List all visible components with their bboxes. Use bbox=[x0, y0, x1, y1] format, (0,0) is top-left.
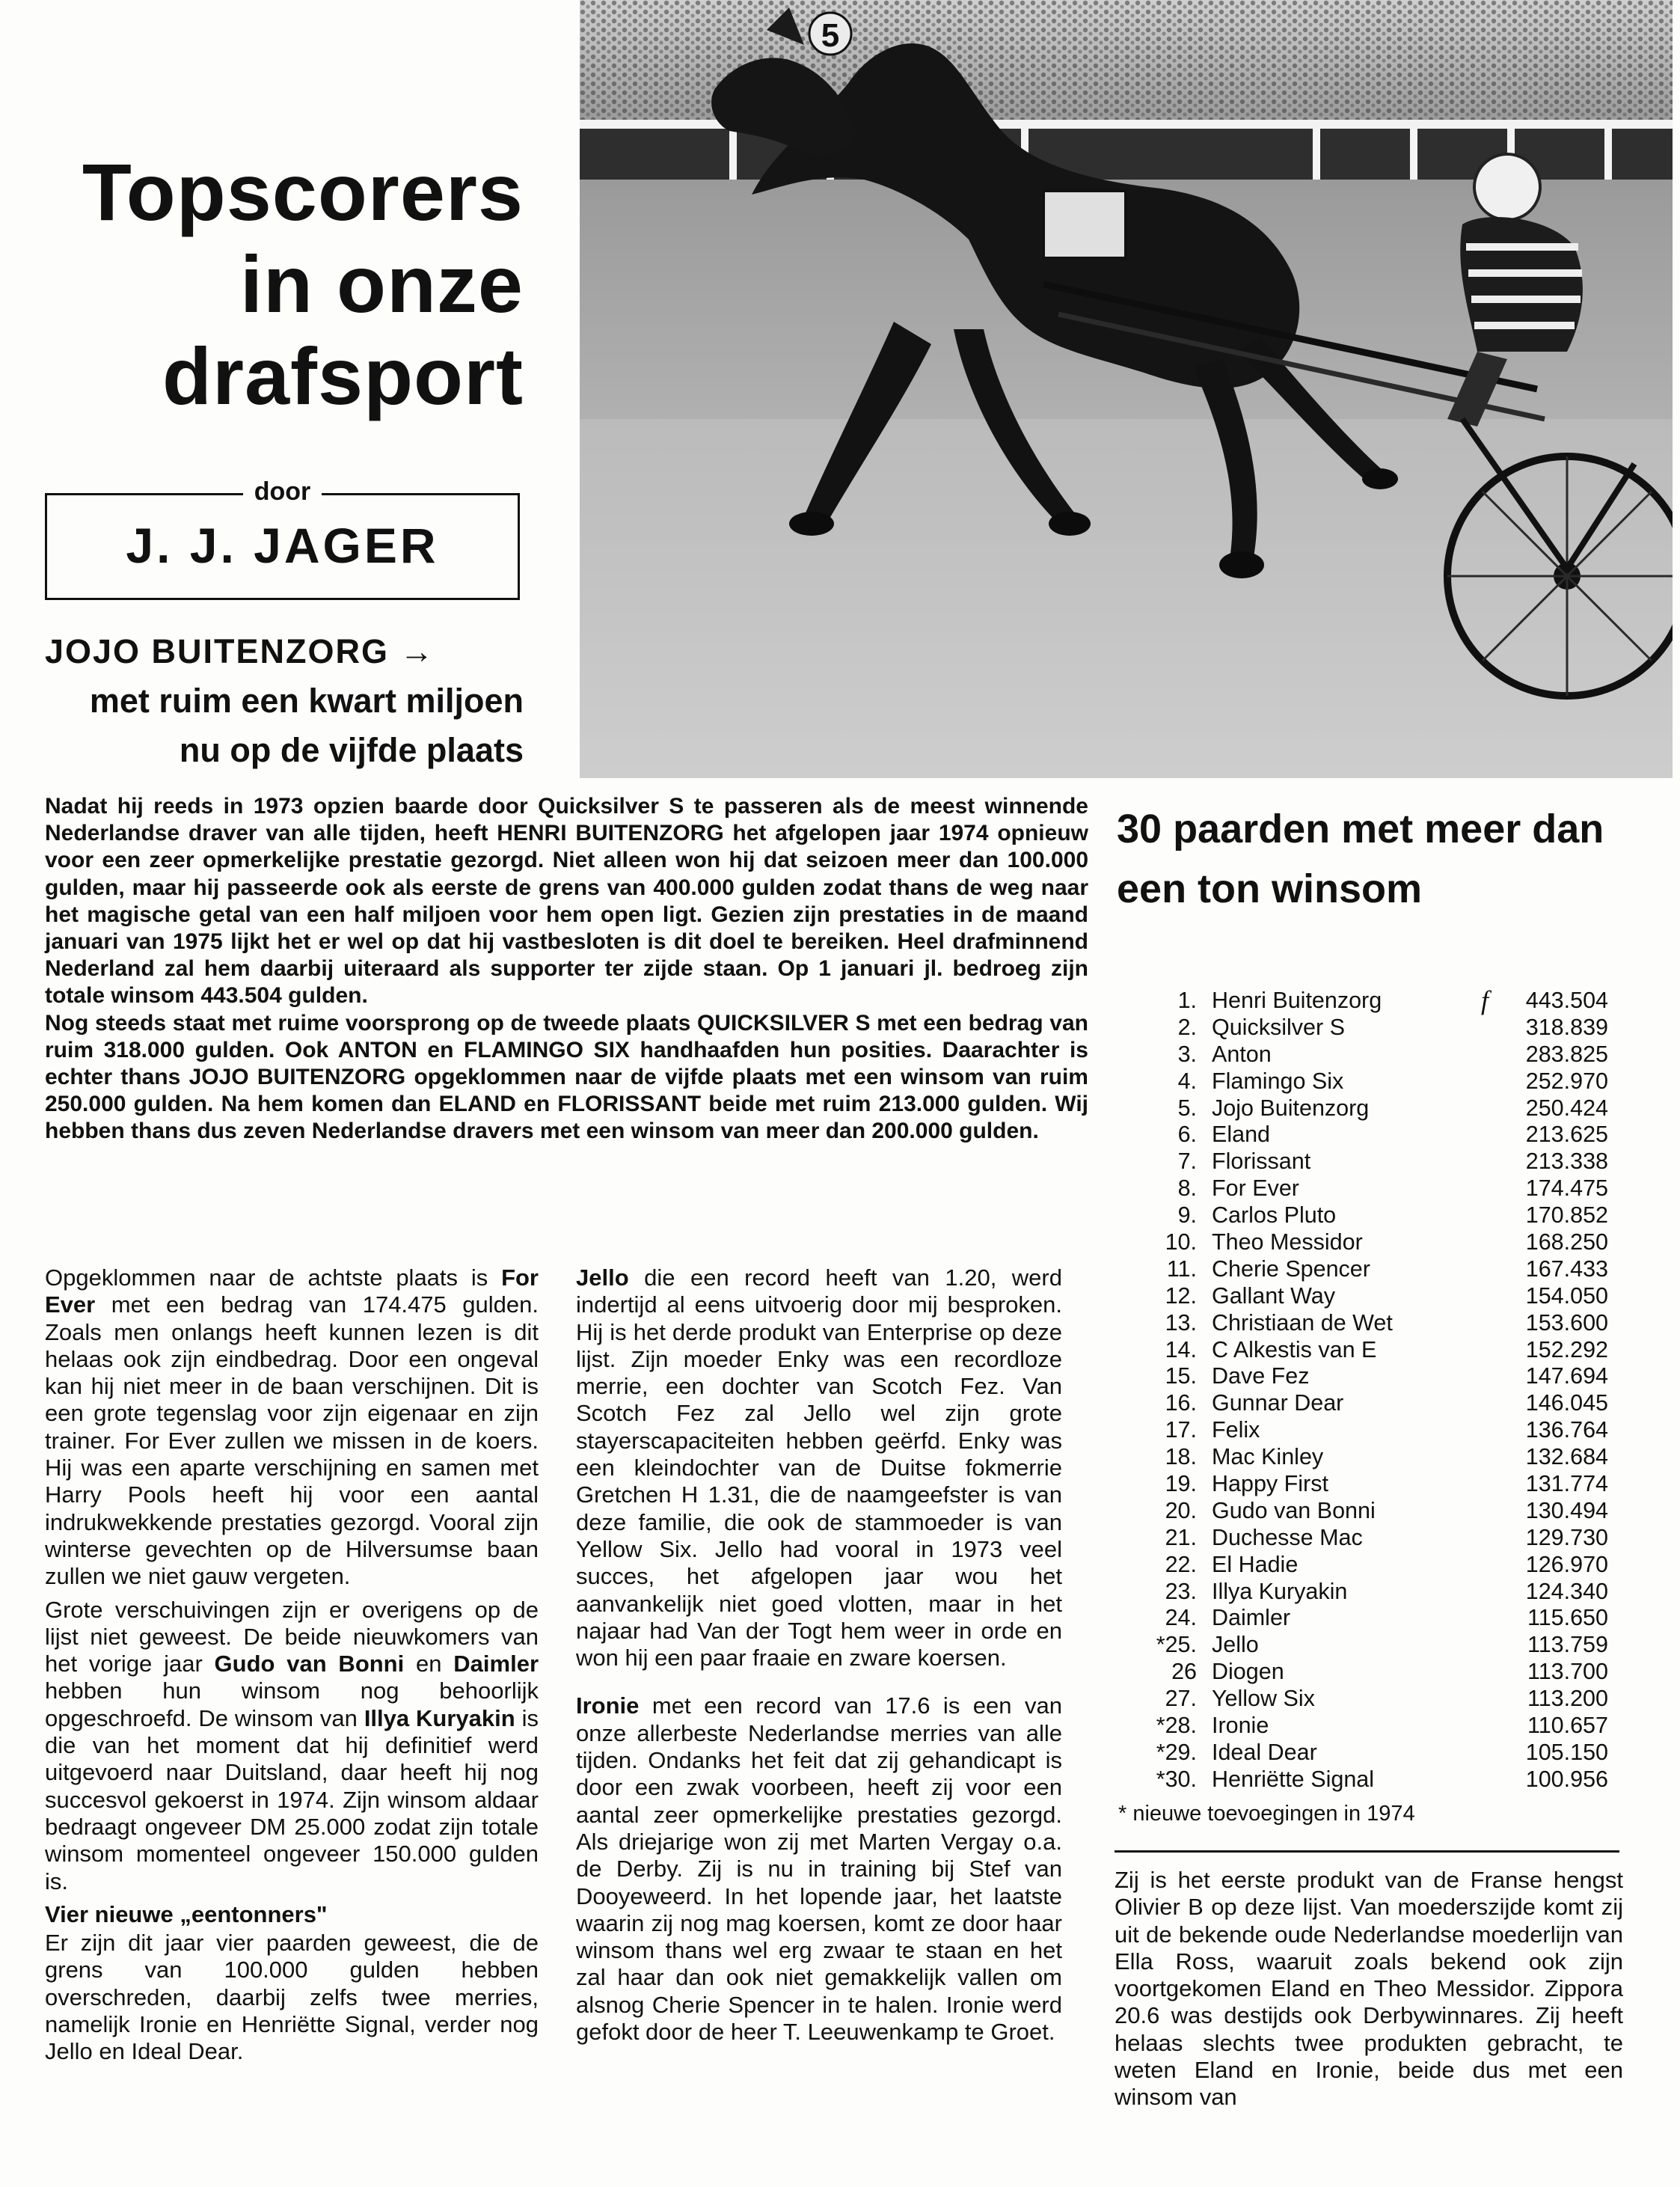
ranking-horse-name: Ideal Dear bbox=[1212, 1739, 1317, 1765]
ranking-row bbox=[1129, 1552, 1608, 1579]
ranking-list bbox=[1129, 985, 1608, 1793]
ranking-rank: 26 bbox=[1171, 1659, 1197, 1685]
ranking-horse-name: Anton bbox=[1212, 1041, 1272, 1067]
intro-paragraph: Nog steeds staat met ruime voorsprong op de tweede plaats QUICKSILVER S met een bedrag van ruim 318.000 gulden. Ook ANTON en FLAMINGO SIX handhaafden hun posities. Daarachter is echter thans JOJO BUITENZORG opgeklommen naar de vijfde plaats met een winsom van ruim 250.000 gulden. Na hem komen dan ELAND en FLORISSANT beide met ruim 213.000 gulden. Wij hebben thans dus zeven Nederlandse dravers met een winsom van meer dan 200.000 gulden. bbox=[45, 1010, 1088, 1144]
ranking-row bbox=[1129, 1015, 1608, 1041]
ranking-horse-name: For Ever bbox=[1212, 1175, 1299, 1202]
subheadline bbox=[45, 627, 524, 775]
ranking-winnings: 167.433 bbox=[1525, 1255, 1608, 1282]
subhead-line-1: JOJO BUITENZORG → bbox=[45, 632, 435, 670]
ranking-horse-name: Quicksilver S bbox=[1212, 1014, 1345, 1040]
ranking-row bbox=[1129, 1337, 1608, 1364]
ranking-rank: 20. bbox=[1165, 1497, 1197, 1523]
ranking-winnings: 170.852 bbox=[1525, 1202, 1608, 1229]
ranking-row bbox=[1129, 1390, 1608, 1417]
headline-line-3: drafsport bbox=[162, 331, 524, 421]
ranking-rank: 1. bbox=[1177, 988, 1197, 1013]
headline-line-1: Topscorers bbox=[82, 147, 524, 237]
ranking-horse-name: Gunnar Dear bbox=[1212, 1390, 1344, 1416]
ranking-rank: *28. bbox=[1156, 1713, 1197, 1739]
ranking-rank: 15. bbox=[1165, 1363, 1197, 1389]
col2-paragraph-2 bbox=[576, 1692, 1062, 2046]
ranking-horse-name: Theo Messidor bbox=[1212, 1229, 1363, 1255]
col2-paragraph-1 bbox=[576, 1264, 1062, 1671]
ranking-row bbox=[1129, 1740, 1608, 1767]
col3-paragraph: Zij is het eerste produkt van de Franse hengst Olivier B op deze lijst. Van moederszijde komt zij uit de bekende oude Nederlandse moederlijn van Ella Ross, waaruit zoals bekend ook zijn voortgekomen Eland en Theo Messidor. Zippora 20.6 was destijds ook Derbywinnares. Zij heeft helaas slechts twee produkten gebracht, te weten Eland en Ironie, beide dus met een winsom van bbox=[1115, 1867, 1623, 2111]
text-run: Opgeklommen naar de achtste plaats is bbox=[45, 1264, 502, 1291]
ranking-rank: *25. bbox=[1156, 1632, 1197, 1658]
ranking-winnings: 124.340 bbox=[1525, 1578, 1608, 1604]
ranking-winnings: 100.956 bbox=[1525, 1766, 1608, 1792]
ranking-winnings: 105.150 bbox=[1525, 1739, 1608, 1765]
ranking-row bbox=[1129, 1525, 1608, 1552]
column-3 bbox=[1115, 1867, 1623, 2117]
ranking-winnings: 168.250 bbox=[1525, 1229, 1608, 1255]
byline-door: door bbox=[254, 477, 311, 506]
ranking-rank: 14. bbox=[1165, 1336, 1197, 1362]
ranking-winnings: 443.504 bbox=[1525, 988, 1608, 1013]
ranking-winnings: 132.684 bbox=[1525, 1444, 1608, 1470]
ranking-row bbox=[1129, 1686, 1608, 1713]
ranking-winnings: 113.759 bbox=[1527, 1632, 1608, 1658]
horse-name: Jello bbox=[576, 1264, 629, 1291]
ranking-row bbox=[1129, 1498, 1608, 1525]
horse-name: For Ever bbox=[45, 1264, 539, 1318]
ranking-horse-name: Gallant Way bbox=[1212, 1282, 1335, 1309]
ranking-row bbox=[1129, 1229, 1608, 1256]
ranking-horse-name: Duchesse Mac bbox=[1212, 1524, 1363, 1550]
ranking-winnings: 115.650 bbox=[1527, 1605, 1608, 1631]
ranking-rank: 24. bbox=[1165, 1605, 1197, 1631]
saddle-number: 5 bbox=[821, 17, 840, 54]
ranking-horse-name: Ironie bbox=[1212, 1713, 1269, 1739]
ranking-row bbox=[1129, 1659, 1608, 1686]
ranking-horse-name: Felix bbox=[1212, 1417, 1260, 1443]
ranking-row bbox=[1129, 1202, 1608, 1229]
ranking-horse-name: Jello bbox=[1212, 1632, 1259, 1658]
horse-name: Ironie bbox=[576, 1692, 640, 1719]
subhead-line-3: nu op de vijfde plaats bbox=[179, 731, 524, 769]
ranking-winnings: 213.338 bbox=[1525, 1148, 1608, 1175]
text-run: hebben hun winsom nog behoorlijk opgeschroefd. De winsom van bbox=[45, 1677, 539, 1731]
ranking-horse-name: Jojo Buitenzorg bbox=[1212, 1095, 1370, 1121]
ranking-rank: *30. bbox=[1156, 1766, 1197, 1792]
ranking-rank: 10. bbox=[1165, 1229, 1197, 1255]
ranking-rank: 18. bbox=[1165, 1444, 1197, 1470]
col1-paragraph-2 bbox=[45, 1597, 539, 1895]
ranking-horse-name: Henriëtte Signal bbox=[1212, 1766, 1375, 1792]
ranking-rank: 22. bbox=[1165, 1551, 1197, 1577]
horse-name: Daimler bbox=[453, 1651, 539, 1677]
ranking-rank: 5. bbox=[1177, 1095, 1197, 1121]
text-run: en bbox=[404, 1651, 454, 1677]
ranking-winnings: 213.625 bbox=[1525, 1122, 1608, 1148]
intro-text bbox=[45, 793, 1088, 1146]
ranking-winnings: 146.045 bbox=[1525, 1390, 1608, 1416]
ranking-row bbox=[1129, 1283, 1608, 1310]
ranking-row bbox=[1129, 1310, 1608, 1337]
ranking-horse-name: Daimler bbox=[1212, 1605, 1291, 1631]
ranking-winnings: 110.657 bbox=[1527, 1713, 1608, 1739]
ranking-row bbox=[1129, 1363, 1608, 1390]
ranking-winnings: 147.694 bbox=[1525, 1363, 1608, 1389]
ranking-rank: 27. bbox=[1165, 1686, 1197, 1712]
intro-paragraph: Nadat hij reeds in 1973 opzien baarde door Quicksilver S te passeren als de meest winnende Nederlandse draver van alle tijden, heeft HENRI BUITENZORG het afgelopen jaar 1974 opnieuw voor een zeer opmerkelijke prestatie gezorgd. Niet alleen won hij dat seizoen meer dan 100.000 gulden, maar hij passeerde ook als eerste de grens van 400.000 gulden zodat thans de weg naar het magische getal van een half miljoen voor hem open ligt. Gezien zijn prestaties in de maand januari van 1975 lijkt het er wel op dat hij vastbesloten is dit doel te bereiken. Heel drafminnend Nederland zal hem daarbij uiteraard als supporter ter zijde staan. Op 1 januari jl. bedroeg zijn totale winsom 443.504 gulden. bbox=[45, 794, 1088, 1009]
ranking-horse-name: Diogen bbox=[1212, 1659, 1284, 1685]
ranking-row bbox=[1129, 1122, 1608, 1148]
ranking-row bbox=[1129, 1068, 1608, 1095]
ranking-winnings: 250.424 bbox=[1525, 1095, 1608, 1121]
subhead-line-2: met ruim een kwart miljoen bbox=[89, 682, 524, 720]
col1-heading: Vier nieuwe „eentonners" bbox=[45, 1900, 328, 1927]
ranking-rank: 12. bbox=[1165, 1282, 1197, 1309]
ranking-rank: 21. bbox=[1165, 1524, 1197, 1550]
ranking-winnings: 130.494 bbox=[1525, 1497, 1608, 1523]
ranking-horse-name: Cherie Spencer bbox=[1212, 1255, 1370, 1282]
ranking-rank: 7. bbox=[1177, 1148, 1197, 1175]
harness-racing-photo bbox=[580, 0, 1673, 778]
ranking-winnings: 136.764 bbox=[1525, 1417, 1608, 1443]
ranking-rank: 3. bbox=[1177, 1041, 1197, 1067]
ranking-winnings: 318.839 bbox=[1525, 1014, 1608, 1040]
text-run: die een record heeft van 1.20, werd indertijd al eens uitvoerig door mij besproken. Hij is het derde produkt van Enterprise op deze lijst. Zijn moeder Enky was een recordloze merrie, een dochter van Scotch Fez. Van Scotch Fez zal Jello wel zijn grote stayerscapaciteiten hebben geërfd. Enky was een kleindochter van de Duitse fokmerrie Gretchen H 1.31, die de naamgeefster is van deze familie, die ook de stammoeder is van Yellow Six. Jello had vooral in 1973 veel succes, het afgelopen jaar wou het aanvankelijk niet goed vlotten, maar in het najaar had Van der Togt hem weer in orde en won hij een paar fraaie en zware koersen. bbox=[576, 1264, 1062, 1671]
ranking-footnote: * nieuwe toevoegingen in 1974 bbox=[1118, 1802, 1415, 1826]
ranking-rank: 23. bbox=[1165, 1578, 1197, 1604]
text-run: Grote verschuivingen zijn er overigens op de lijst niet geweest. De beide nieuwkomers van het vorige jaar bbox=[45, 1596, 539, 1677]
headline bbox=[45, 146, 524, 422]
ranking-winnings: 113.700 bbox=[1527, 1659, 1608, 1685]
ranking-horse-name: Henri Buitenzorg bbox=[1212, 988, 1382, 1013]
ranking-winnings: 152.292 bbox=[1525, 1336, 1608, 1362]
ranking-row bbox=[1129, 1471, 1608, 1498]
ranking-winnings: 131.774 bbox=[1525, 1471, 1608, 1497]
ranking-rank: 9. bbox=[1177, 1202, 1197, 1229]
ranking-horse-name: Flamingo Six bbox=[1212, 1068, 1344, 1094]
ranking-horse-name: Carlos Pluto bbox=[1212, 1202, 1337, 1229]
ranking-row bbox=[1129, 1095, 1608, 1122]
ranking-rank: 8. bbox=[1177, 1175, 1197, 1202]
ranking-horse-name: Dave Fez bbox=[1212, 1363, 1310, 1389]
ranking-rank: *29. bbox=[1156, 1739, 1197, 1765]
ranking-row bbox=[1129, 1632, 1608, 1659]
ranking-row bbox=[1129, 1148, 1608, 1175]
horse-name: Illya Kuryakin bbox=[364, 1704, 515, 1731]
ranking-winnings: 113.200 bbox=[1527, 1686, 1608, 1712]
horse-name: Gudo van Bonni bbox=[214, 1651, 405, 1677]
ranking-winnings: 283.825 bbox=[1525, 1041, 1608, 1067]
ranking-rank: 11. bbox=[1166, 1255, 1197, 1282]
ranking-rank: 19. bbox=[1165, 1471, 1197, 1497]
ranking-horse-name: C Alkestis van E bbox=[1212, 1336, 1377, 1362]
ranking-winnings: 153.600 bbox=[1525, 1309, 1608, 1336]
ranking-horse-name: Eland bbox=[1212, 1122, 1271, 1148]
ranking-row bbox=[1129, 1417, 1608, 1444]
ranking-rank: 16. bbox=[1165, 1390, 1197, 1416]
ranking-horse-name: Mac Kinley bbox=[1212, 1444, 1324, 1470]
ranking-horse-name: El Hadie bbox=[1212, 1551, 1299, 1577]
ranking-title: 30 paarden met meer dan een ton winsom bbox=[1117, 807, 1604, 911]
text-run: met een bedrag van 174.475 gulden. Zoals men onlangs heeft kunnen lezen is dit helaas ook zijn eindbedrag. Door een ongeval kan hij niet meer in de baan verschijnen. Dit is een grote tegenslag voor zijn eigenaar en zijn trainer. For Ever zullen we missen in de koers. Hij was een aparte verschijning en samen met Harry Pools heeft hij voor een aantal indrukwekkende prestaties gezorgd. Vooral zijn winterse gevechten op de Hilversumse baan zullen we niet gauw vergeten. bbox=[45, 1291, 539, 1590]
ranking-winnings: 126.970 bbox=[1525, 1551, 1608, 1577]
ranking-horse-name: Gudo van Bonni bbox=[1212, 1497, 1376, 1523]
text-run: is die van het moment dat hij definitief werd uitgevoerd naar Duitsland, daar heeft hij nog succesvol gekoerst in 1974. Zijn winsom aldaar bedraagt ongeveer DM 25.000 zodat zijn totale winsom momenteel ongeveer 150.000 gulden is. bbox=[45, 1704, 539, 1894]
ranking-horse-name: Christiaan de Wet bbox=[1212, 1309, 1393, 1336]
ranking-rank: 13. bbox=[1165, 1309, 1197, 1336]
ranking-row bbox=[1129, 1444, 1608, 1471]
ranking-winnings: 252.970 bbox=[1525, 1068, 1608, 1094]
ranking-row bbox=[1129, 1605, 1608, 1632]
ranking-row bbox=[1129, 1256, 1608, 1283]
col1-paragraph-3: Er zijn dit jaar vier paarden geweest, die de grens van 100.000 gulden hebben overschreden, daarbij zelfs twee merries, namelijk Ironie en Henriëtte Signal, verder nog Jello en Ideal Dear. bbox=[45, 1930, 539, 2065]
ranking-rank: 6. bbox=[1177, 1122, 1197, 1148]
column-2 bbox=[576, 1264, 1062, 2052]
ranking-rank: 17. bbox=[1165, 1417, 1197, 1443]
ranking-row bbox=[1129, 1713, 1608, 1740]
ranking-horse-name: Florissant bbox=[1212, 1148, 1311, 1175]
ranking-rank: 2. bbox=[1177, 1014, 1197, 1040]
text-run: met een record van 17.6 is een van onze allerbeste Nederlandse merries van alle tijden. Ondanks het feit dat zij gehandicapt is door een zwak voorbeen, heeft zij voor een aantal zeer opmerkelijke prestaties gezorgd. Als driejarige won zij met Marten Vergay o.a. de Derby. Zij is nu in training bij Stef van Dooyeweerd. In het lopende jaar, het laatste waarin zij nog mag koersen, komt ze door haar winsom thans wel erg zwaar te staan en het zal haar dan ook niet gemakkelijk vallen om alsnog Cherie Spencer in te halen. Ironie werd gefokt door de heer T. Leeuwenkamp te Groet. bbox=[576, 1692, 1062, 2046]
ranking-horse-name: Yellow Six bbox=[1212, 1686, 1315, 1712]
byline bbox=[45, 477, 520, 602]
headline-line-2: in onze bbox=[240, 239, 524, 329]
ranking-winnings: 154.050 bbox=[1525, 1282, 1608, 1309]
ranking-winnings: 174.475 bbox=[1525, 1175, 1608, 1202]
ranking-row bbox=[1129, 1041, 1608, 1068]
ranking-horse-name: Happy First bbox=[1212, 1471, 1328, 1497]
currency-symbol: f bbox=[1481, 985, 1489, 1015]
byline-author: J. J. JAGER bbox=[126, 518, 439, 573]
ranking-horse-name: Illya Kuryakin bbox=[1212, 1578, 1348, 1604]
section-divider bbox=[1115, 1850, 1619, 1853]
ranking-row bbox=[1129, 1579, 1608, 1606]
ranking-row bbox=[1129, 1175, 1608, 1202]
col1-paragraph-1 bbox=[45, 1264, 539, 1591]
ranking-row bbox=[1129, 1767, 1608, 1793]
column-1 bbox=[45, 1264, 539, 2072]
ranking-rank: 4. bbox=[1177, 1068, 1197, 1094]
ranking-row bbox=[1129, 985, 1608, 1015]
ranking-winnings: 129.730 bbox=[1525, 1524, 1608, 1550]
